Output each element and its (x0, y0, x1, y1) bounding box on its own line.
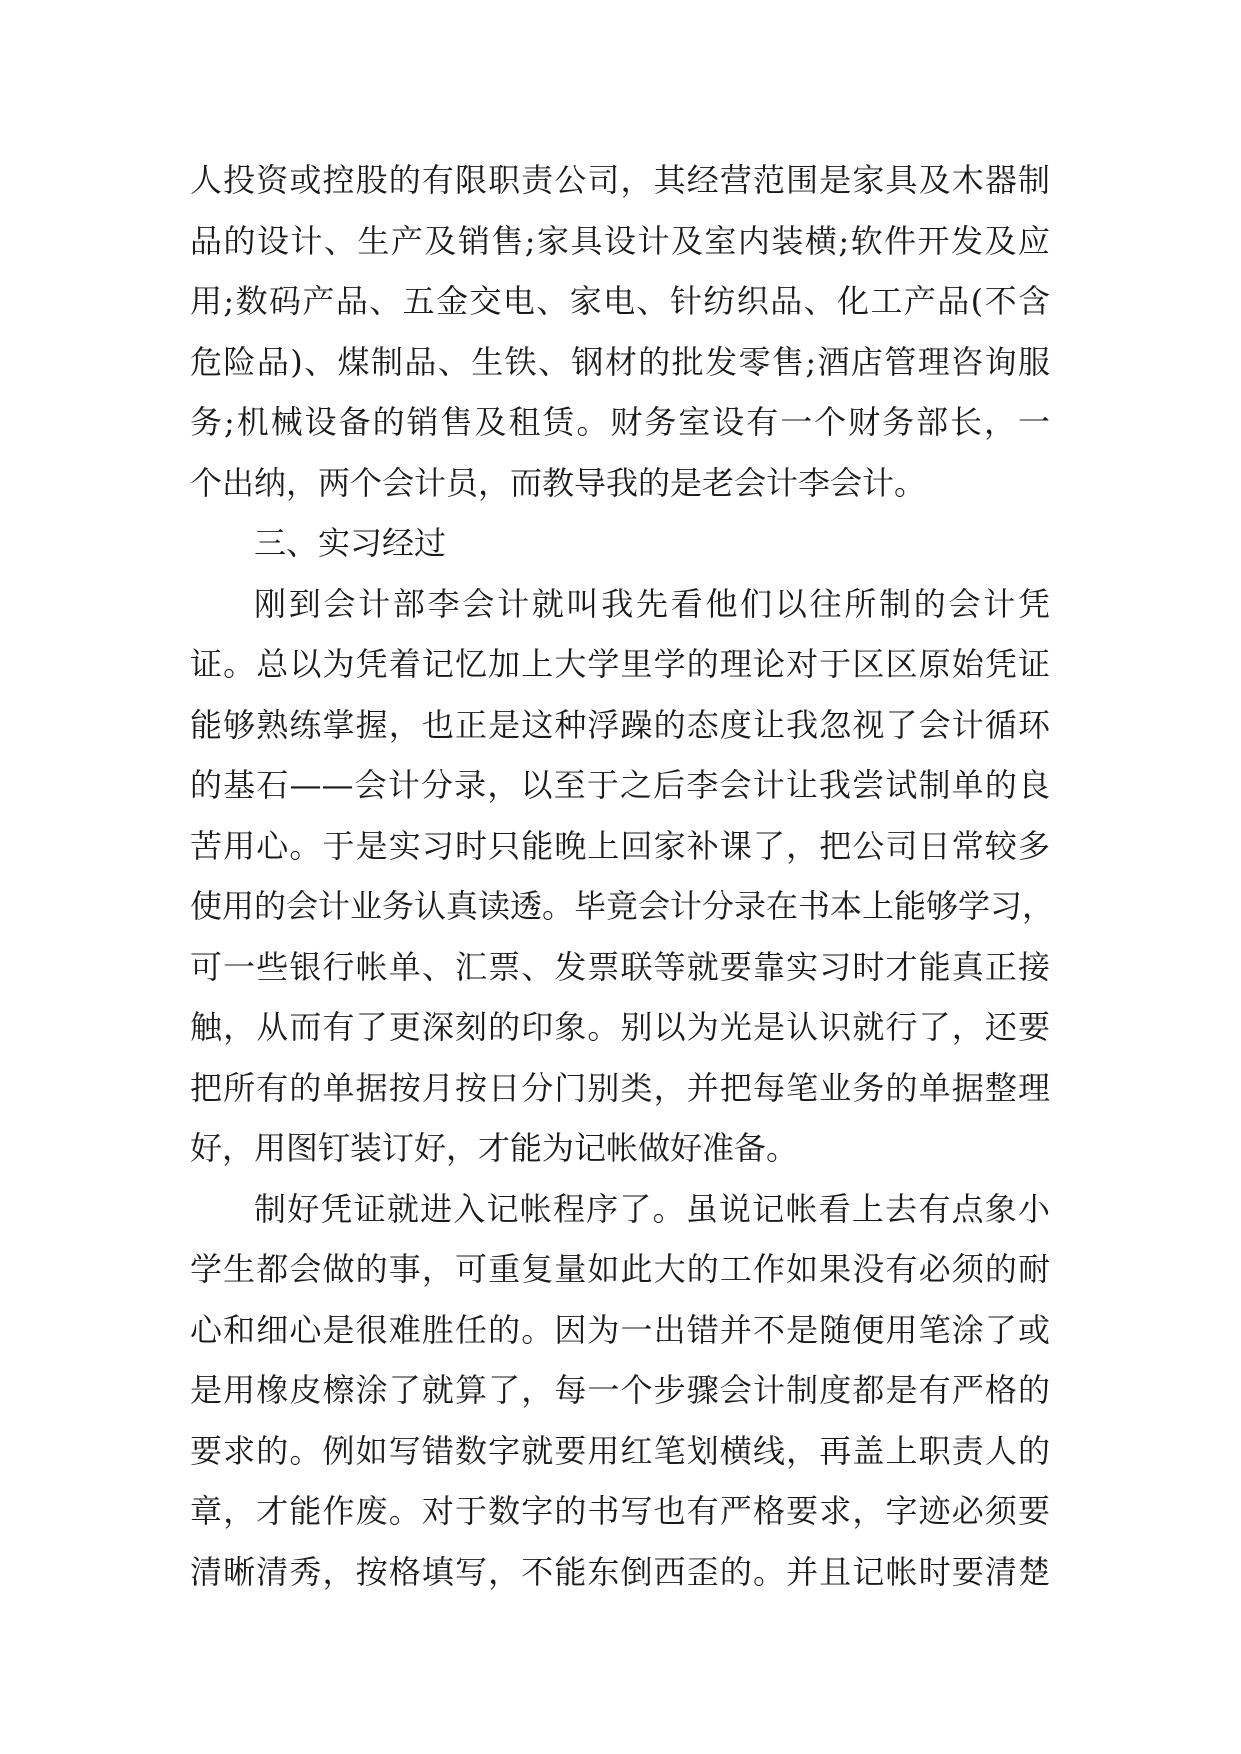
text-line: 务;机械设备的销售及租赁。财务室设有一个财务部长，一 (190, 403, 1050, 441)
text-line: 苦用心。于是实习时只能晚上回家补课了，把公司日常较多 (190, 826, 1050, 865)
text-line: 心和细心是很难胜任的。因为一出错并不是随便用笔涂了或 (190, 1310, 1050, 1349)
text-line: 把所有的单据按月按日分门别类，并把每笔业务的单据整理 (190, 1068, 1050, 1107)
text-line: 用;数码产品、五金交电、家电、针纺织品、化工产品(不含 (190, 282, 1050, 320)
text-line: 个出纳，两个会计员，而教导我的是老会计李会计。 (190, 463, 927, 502)
text-line: 证。总以为凭着记忆加上大学里学的理论对于区区原始凭证 (190, 645, 1050, 683)
text-line: 制好凭证就进入记帐程序了。虽说记帐看上去有点象小 (254, 1189, 1050, 1228)
text-line: 章，才能作废。对于数字的书写也有严格要求，字迹必须要 (190, 1492, 1050, 1530)
text-line: 的基石——会计分录，以至于之后李会计让我尝试制单的良 (190, 766, 1050, 804)
text-line: 可一些银行帐单、汇票、发票联等就要靠实习时才能真正接 (190, 947, 1050, 986)
text-line: 使用的会计业务认真读透。毕竟会计分录在书本上能够学习， (190, 887, 1055, 925)
body-text (190, 150, 1055, 1602)
text-line: 学生都会做的事，可重复量如此大的工作如果没有必须的耐 (190, 1250, 1050, 1288)
text-line: 触，从而有了更深刻的印象。别以为光是认识就行了，还要 (190, 1008, 1050, 1046)
text-line: 刚到会计部李会计就叫我先看他们以往所制的会计凭 (254, 584, 1050, 623)
text-line: 人投资或控股的有限职责公司，其经营范围是家具及木器制 (190, 161, 1050, 199)
text-line: 清晰清秀，按格填写，不能东倒西歪的。并且记帐时要清楚 (190, 1552, 1050, 1591)
text-line: 好，用图钉装订好，才能为记帐做好准备。 (190, 1129, 799, 1167)
text-line: 能够熟练掌握，也正是这种浮躁的态度让我忽视了会计循环 (190, 705, 1050, 744)
text-line: 三、实习经过 (254, 524, 447, 562)
text-line: 要求的。例如写错数字就要用红笔划横线，再盖上职责人的 (190, 1431, 1050, 1470)
text-line: 品的设计、生产及销售;家具设计及室内装横;软件开发及应 (190, 221, 1050, 260)
text-line: 危险品)、煤制品、生铁、钢材的批发零售;酒店管理咨询服 (190, 342, 1050, 381)
text-line: 是用橡皮檫涂了就算了，每一个步骤会计制度都是有严格的 (190, 1371, 1050, 1409)
